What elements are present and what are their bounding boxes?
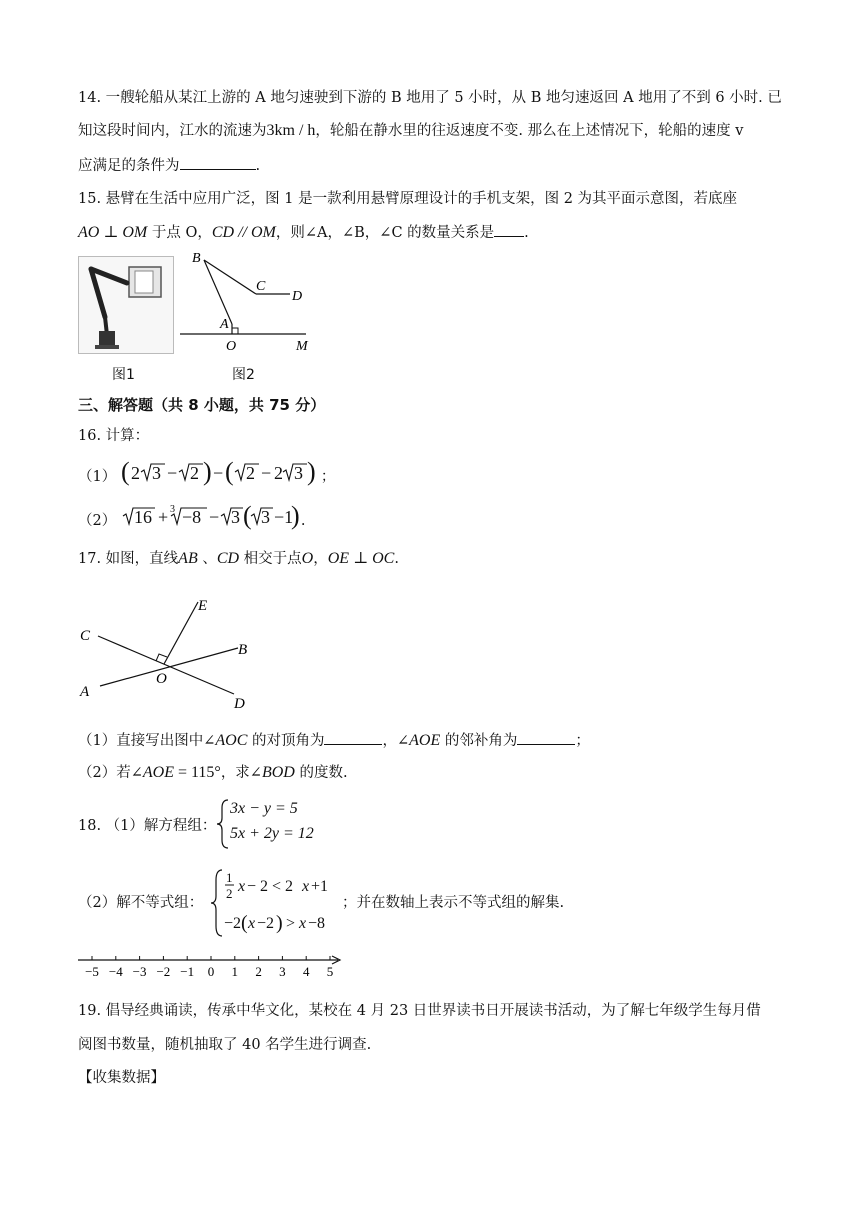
tick-label: −3 — [132, 964, 147, 979]
tick-label: −5 — [85, 964, 99, 979]
q15-figure-2 — [176, 248, 326, 356]
tick-label: 3 — [279, 964, 286, 979]
q17-part-1 — [78, 730, 590, 751]
tick-label: 4 — [302, 964, 310, 979]
label-c: C — [80, 628, 91, 644]
q18-part-2 — [78, 893, 203, 913]
q17-text: 17. 如图，直线 — [78, 551, 179, 567]
tick-label: 5 — [326, 964, 334, 979]
svg-text:−: − — [260, 463, 271, 483]
svg-text:(: ( — [242, 502, 252, 530]
svg-text:): ) — [306, 458, 316, 486]
svg-text:2: 2 — [245, 463, 255, 483]
q19-collect-data-heading: 【收集数据】 — [78, 1070, 165, 1086]
q16-part-2-label: （2） — [78, 513, 117, 529]
q17-p2-bod: BOD — [261, 764, 295, 781]
q16-part-1-label: （1） — [78, 469, 117, 485]
q18-eq-1: 3x − y = 5 — [230, 800, 298, 817]
q16-expression-2 — [121, 502, 301, 532]
label-o: O — [226, 339, 237, 354]
q16-part-1: （1） ( 2 3 − 2 ) − ( 2 − 2 3 ) ； — [78, 458, 336, 486]
label-c: C — [256, 279, 266, 294]
label-e: E — [198, 598, 208, 614]
q17-part-2 — [78, 763, 348, 783]
svg-text:): ) — [276, 912, 283, 934]
q18-tail: ；并在数轴上表示不等式组的解集. — [342, 895, 565, 911]
svg-text:+1: +1 — [311, 878, 329, 895]
svg-text:x: x — [302, 878, 310, 895]
q14-text: 知这段时间内，江水的流速为 — [78, 123, 267, 139]
q17-p1-text: （1）直接写出图中∠ — [78, 733, 216, 749]
q17-aoc: AOC — [215, 732, 248, 749]
svg-text:−2: −2 — [224, 915, 242, 932]
q15-text: 于点 O， — [147, 225, 212, 241]
svg-text:2: 2 — [189, 463, 199, 483]
q17-p1-text-4: 的邻补角为 — [440, 733, 518, 749]
q17-p2-text: （2）若∠ — [78, 765, 143, 781]
svg-text:−: − — [212, 463, 223, 483]
svg-text:x: x — [238, 878, 246, 895]
svg-text:−2: −2 — [257, 915, 275, 932]
label-a: A — [80, 684, 90, 700]
q16-title: 16. 计算： — [78, 428, 150, 444]
q18-brace-1 — [216, 798, 230, 850]
q15-figure-2-caption: 图2 — [232, 367, 255, 383]
label-d: D — [292, 289, 303, 304]
right-angle-mark — [156, 654, 167, 661]
tick-label: 0 — [207, 964, 215, 979]
q14-text-2: ，轮船在静水里的往返速度不变. 那么在上述情况下，轮船的速度 v — [315, 123, 744, 139]
q19-line-1: 19. 倡导经典诵读，传承中华文化，某校在 4 月 23 日世界读书日开展读书活动，为了解七年级学生每月借 — [78, 1003, 761, 1019]
tick-label: −2 — [156, 964, 171, 979]
label-a: A — [220, 317, 229, 332]
q15-figure-1-caption: 图1 — [112, 367, 135, 383]
svg-text:−8: −8 — [308, 915, 326, 932]
svg-text:−: − — [166, 463, 177, 483]
ray-oe — [164, 602, 198, 664]
q16-expression-1 — [121, 458, 321, 488]
svg-text:−8: −8 — [181, 507, 201, 527]
q17-period: . — [394, 551, 399, 567]
svg-text:2: 2 — [273, 463, 283, 483]
q15-figure-1-photo — [78, 256, 174, 354]
q14-line-2 — [78, 121, 743, 141]
right-angle-mark — [232, 328, 238, 334]
q14-line-3: 应满足的条件为 . — [78, 155, 260, 176]
q17-sep: 、 — [197, 551, 217, 567]
svg-text:2: 2 — [226, 886, 233, 901]
q17-p1-text-2: 的对顶角为 — [247, 733, 325, 749]
q18-part-1: 18. （1）解方程组： — [78, 818, 217, 834]
q18-number-line — [76, 952, 346, 982]
q17-p1-end: ； — [575, 733, 590, 749]
q15-answer-blank[interactable] — [494, 222, 524, 237]
q15-line-2: AO ⊥ OM 于点 O，CD // OM，则∠A，∠B，∠C 的数量关系是 . — [78, 224, 529, 241]
q17-ab: AB — [178, 550, 198, 567]
q18-inequalities — [210, 868, 350, 938]
svg-text:): ) — [290, 502, 300, 530]
section-3-heading: 三、解答题（共 8 小题，共 75 分） — [78, 396, 326, 414]
svg-text:−1: −1 — [273, 507, 293, 527]
svg-text:x: x — [299, 915, 307, 932]
tick-label: −4 — [108, 964, 123, 979]
label-m: M — [296, 339, 308, 354]
q17-cd: CD — [216, 550, 240, 567]
svg-text:+: + — [157, 507, 168, 527]
svg-text:3: 3 — [260, 507, 270, 527]
svg-text:2: 2 — [130, 463, 140, 483]
svg-text:16: 16 — [133, 507, 152, 527]
q17-p1-text-3: ，∠ — [382, 733, 410, 749]
q16-part-2: （2） 16 + 3 −8 − 3 ( 3 −1 ) . — [78, 502, 306, 530]
svg-text:3: 3 — [151, 463, 161, 483]
svg-text:− 2 < 2: − 2 < 2 — [247, 878, 294, 895]
q14-speed-value: 3km / h — [266, 122, 316, 139]
q17-p2-text-2: ，求∠ — [220, 765, 262, 781]
q17-o: O — [301, 550, 314, 567]
q15-parallel: CD // OM — [211, 224, 276, 241]
q17-aoe: AOE — [409, 732, 441, 749]
q18-eq-2: 5x + 2y = 12 — [230, 825, 314, 842]
q14-line-1: 14. 一艘轮船从某江上游的 A 地匀速驶到下游的 B 地用了 5 小时，从 B 地匀速返回 A 地用了不到 6 小时. 已 — [78, 90, 782, 106]
svg-text:(: ( — [241, 912, 248, 934]
q15-text-2: ，则∠A，∠B，∠C 的数量关系是 — [275, 225, 495, 241]
svg-text:(: ( — [224, 458, 234, 486]
q17-text-2: 相交于点 — [239, 551, 302, 567]
q19-line-2: 阅图书数量，随机抽取了 40 名学生进行调查. — [78, 1037, 372, 1053]
q17-p2-value: = 115° — [173, 764, 221, 781]
q17-title — [78, 549, 399, 569]
svg-text:(: ( — [120, 458, 130, 486]
q17-figure — [76, 590, 266, 710]
q17-perp: OE ⊥ OC — [327, 550, 395, 567]
tick-label: −1 — [180, 964, 195, 979]
q15-line-1: 15. 悬臂在生活中应用广泛，图 1 是一款利用悬臂原理设计的手机支架，图 2 为其平面示意图，若底座 — [78, 191, 738, 207]
phone-holder-illustration — [79, 257, 173, 353]
label-b: B — [238, 642, 248, 658]
svg-text:>: > — [286, 915, 296, 932]
q17-blank-2[interactable] — [517, 730, 575, 745]
q17-p2-text-3: 的度数. — [294, 765, 348, 781]
svg-text:3: 3 — [293, 463, 303, 483]
q18-p2-text: （2）解不等式组： — [78, 895, 204, 911]
svg-text:3: 3 — [169, 504, 175, 515]
q17-p2-aoe: AOE — [142, 764, 174, 781]
label-b: B — [192, 251, 201, 266]
svg-text:−: − — [208, 507, 219, 527]
q17-blank-1[interactable] — [324, 730, 382, 745]
svg-text:): ) — [202, 458, 212, 486]
label-d: D — [234, 696, 245, 710]
tick-label: 2 — [255, 964, 262, 979]
svg-text:3: 3 — [230, 507, 240, 527]
q14-answer-blank[interactable] — [180, 155, 256, 170]
q14-text-3: 应满足的条件为 — [78, 158, 180, 174]
svg-text:x: x — [248, 915, 256, 932]
tick-label: 1 — [231, 964, 239, 979]
label-o: O — [156, 671, 167, 687]
svg-text:1: 1 — [226, 870, 233, 885]
q18-inequality-system — [210, 868, 350, 938]
q17-comma: ， — [313, 551, 328, 567]
q15-perp: AO ⊥ OM — [78, 224, 148, 241]
